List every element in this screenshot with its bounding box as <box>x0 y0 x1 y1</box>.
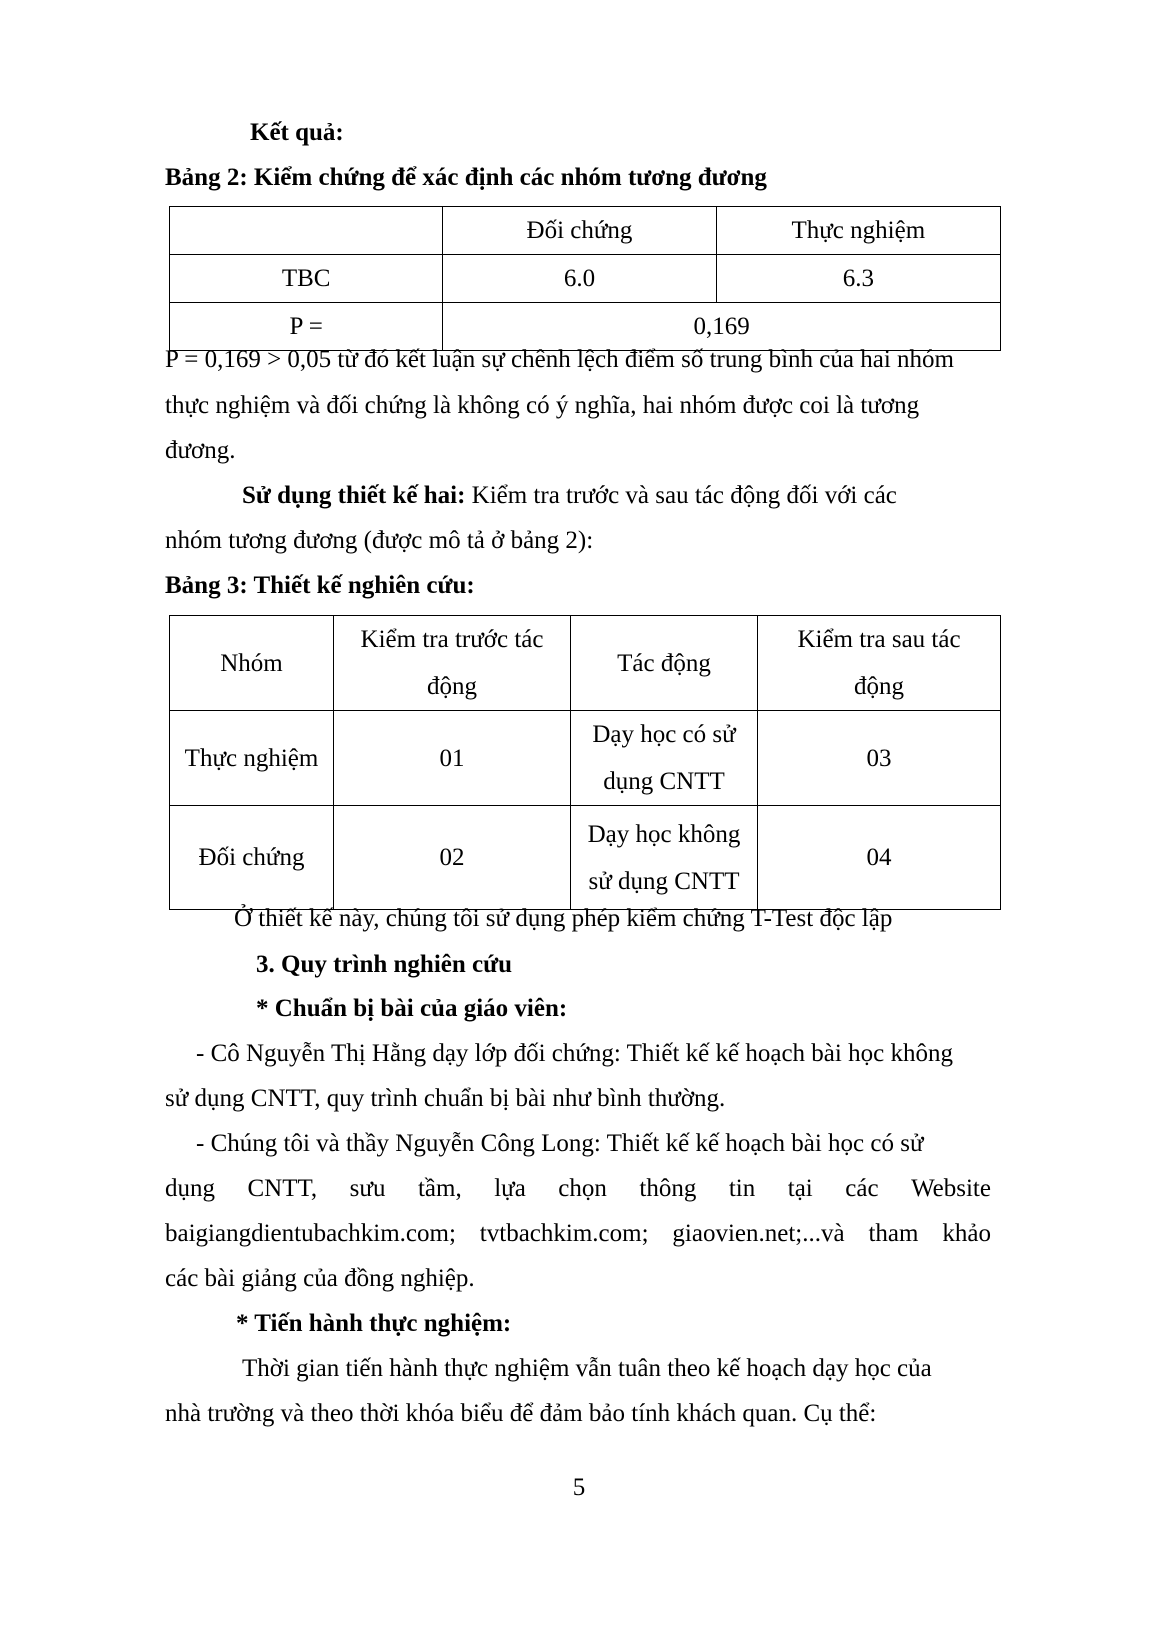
table3-header-action: Tác động <box>571 616 758 711</box>
section3-heading: 3. Quy trình nghiên cứu <box>256 951 513 978</box>
prep-heading: * Chuẩn bị bài của giáo viên: <box>256 995 568 1022</box>
ttest-note: Ở thiết kế này, chúng tôi sử dụng phép kiểm chứng T-Test độc lập <box>234 905 893 932</box>
prep2-line1: - Chúng tôi và thầy Nguyễn Công Long: Thiết kế kế hoạch bài học có sử <box>196 1130 924 1157</box>
experiment-heading: * Tiến hành thực nghiệm: <box>236 1310 512 1337</box>
prep1-line2: sử dụng CNTT, quy trình chuẩn bị bài như bình thường. <box>165 1085 726 1112</box>
para1-line3: đương. <box>165 437 236 464</box>
table2-header-control: Đối chứng <box>443 207 716 255</box>
prep1-line1: - Cô Nguyễn Thị Hằng dạy lớp đối chứng: Thiết kế kế hoạch bài học không <box>196 1040 953 1067</box>
table3-action: Dạy học có sử dụng CNTT <box>571 711 758 806</box>
table2-row-label: TBC <box>170 255 443 303</box>
table2-cell: 6.0 <box>443 255 716 303</box>
prep2-line2: dụng CNTT, sưu tầm, lựa chọn thông tin tại các Website <box>165 1175 991 1202</box>
table3-caption: Bảng 3: Thiết kế nghiên cứu: <box>165 572 475 599</box>
para2-line1-rest: Kiểm tra trước và sau tác động đối với các <box>471 482 897 509</box>
result-heading: Kết quả: <box>250 119 344 146</box>
table3-pre: 02 <box>334 806 571 910</box>
para2-line2: nhóm tương đương (được mô tả ở bảng 2): <box>165 527 594 554</box>
page-number: 5 <box>572 1474 586 1501</box>
exp-para-line2: nhà trường và theo thời khóa biểu để đảm bảo tính khách quan. Cụ thể: <box>165 1400 877 1427</box>
table3-group: Thực nghiệm <box>170 711 334 806</box>
table3 <box>169 615 1001 910</box>
table2-row-label: P = <box>170 303 443 351</box>
table3-post: 03 <box>758 711 1001 806</box>
design-two-label: Sử dụng thiết kế hai: <box>242 482 466 509</box>
exp-para-line1: Thời gian tiến hành thực nghiệm vẫn tuân theo kế hoạch dạy học của <box>242 1355 932 1382</box>
table2 <box>169 206 1001 351</box>
table3-pre: 01 <box>334 711 571 806</box>
table3-group: Đối chứng <box>170 806 334 910</box>
table2-cell: 6.3 <box>716 255 1000 303</box>
para1-line2: thực nghiệm và đối chứng là không có ý nghĩa, hai nhóm được coi là tương <box>165 392 920 419</box>
table2-header-empty <box>170 207 443 255</box>
table3-post: 04 <box>758 806 1001 910</box>
prep2-line3: baigiangdientubachkim.com; tvtbachkim.com; giaovien.net;...và tham khảo <box>165 1220 991 1247</box>
table3-header-pre: Kiểm tra trước tác động <box>334 616 571 711</box>
table2-caption: Bảng 2: Kiểm chứng để xác định các nhóm tương đương <box>165 164 767 191</box>
para2-line1 <box>242 481 897 511</box>
table2-header-experiment: Thực nghiệm <box>716 207 1000 255</box>
table3-action: Dạy học không sử dụng CNTT <box>571 806 758 910</box>
table2-p-value: 0,169 <box>443 303 1001 351</box>
table3-header-post: Kiểm tra sau tác động <box>758 616 1001 711</box>
prep2-line4: các bài giảng của đồng nghiệp. <box>165 1265 475 1292</box>
table3-header-group: Nhóm <box>170 616 334 711</box>
para1-line1: P = 0,169 > 0,05 từ đó kết luận sự chênh lệch điểm số trung bình của hai nhóm <box>165 346 954 373</box>
